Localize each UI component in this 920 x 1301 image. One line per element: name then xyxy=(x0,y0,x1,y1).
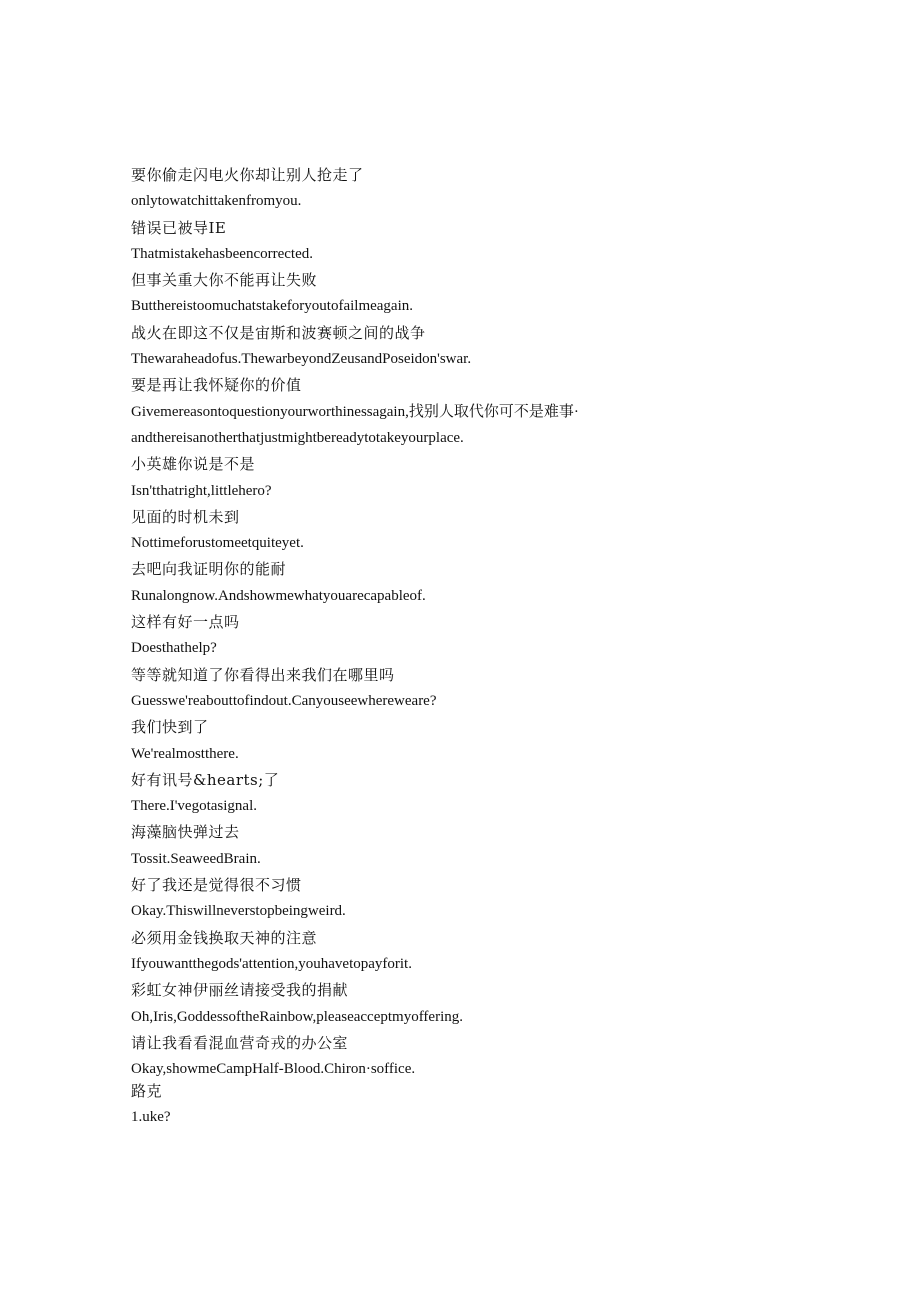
subtitle-line-en: onlytowatchittakenfromyou. xyxy=(131,193,302,210)
subtitle-line-zh: 好有讯号&hearts;了 xyxy=(131,770,280,789)
subtitle-line-zh: 这样有好一点吗 xyxy=(131,613,240,632)
subtitle-line-en: Isn'tthatright,littlehero? xyxy=(131,482,272,499)
subtitle-line-zh: 错误已被导IE xyxy=(131,218,227,237)
subtitle-line-en: Ifyouwantthegods'attention,youhavetopayforit. xyxy=(131,955,412,972)
subtitle-line-zh: 海藻脑快弹过去 xyxy=(131,823,240,842)
subtitle-line-en: Tossit.SeaweedBrain. xyxy=(131,850,261,867)
subtitle-line-en: Nottimeforustomeetquiteyet. xyxy=(131,535,304,552)
subtitle-line-en: We'realmostthere. xyxy=(131,745,239,762)
subtitle-line-en: Oh,Iris,GoddessoftheRainbow,pleaseacceptmyoffering. xyxy=(131,1008,463,1025)
subtitle-line-en: 1.uke? xyxy=(131,1109,171,1126)
subtitle-line-zh: 彩虹女神伊丽丝请接受我的捐献 xyxy=(131,981,349,1000)
subtitle-line-en: Thewaraheadofus.ThewarbeyondZeusandPoseidon'swar. xyxy=(131,351,472,368)
subtitle-line-en: Okay,showmeCampHalf-Blood.Chiron·soffice. xyxy=(131,1061,416,1078)
subtitle-line-zh: 战火在即这不仅是宙斯和波赛顿之间的战争 xyxy=(131,323,426,342)
subtitle-line-en: Givemereasontoquestionyourworthinessagain,找别人取代你可不是难事· xyxy=(131,403,579,420)
subtitle-line-en: Guesswe'reabouttofindout.Canyouseewhereweare? xyxy=(131,692,437,709)
subtitle-line-zh: 必须用金钱换取天神的注意 xyxy=(131,928,318,947)
subtitle-line-zh: 要你偷走闪电火你却让别人抢走了 xyxy=(131,166,364,184)
subtitle-transcript xyxy=(131,165,831,1134)
subtitle-line-zh: 去吧向我证明你的能耐 xyxy=(131,560,287,579)
subtitle-line-en: andthereisanotherthatjustmightbereadytotakeyourplace. xyxy=(131,429,464,446)
subtitle-line-en: Doesthathelp? xyxy=(131,640,217,657)
subtitle-line-zh: 我们快到了 xyxy=(131,718,209,737)
subtitle-line-en: Butthereistoomuchatstakeforyoutofailmeagain. xyxy=(131,298,413,315)
subtitle-line-en: There.I'vegotasignal. xyxy=(131,798,257,815)
subtitle-line-en: Runalongnow.Andshowmewhatyouarecapableof. xyxy=(131,587,426,604)
subtitle-line-zh: 好了我还是觉得很不习惯 xyxy=(131,876,302,895)
subtitle-line-zh: 要是再让我怀疑你的价值 xyxy=(131,376,302,395)
subtitle-line-zh: 等等就知道了你看得出来我们在哪里吗 xyxy=(131,665,395,684)
subtitle-line-zh: 请让我看看混血营奇戎的办公室 xyxy=(131,1033,349,1052)
subtitle-line-zh: 见面的时机未到 xyxy=(131,507,240,526)
subtitle-line-zh: 小英雄你说是不是 xyxy=(131,455,256,474)
subtitle-line-en: Okay.Thiswillneverstopbeingweird. xyxy=(131,903,346,920)
subtitle-line-zh: 路克 xyxy=(131,1082,163,1101)
subtitle-line-zh: 但事关重大你不能再让失败 xyxy=(131,271,318,290)
subtitle-line-en: Thatmistakehasbeencorrected. xyxy=(131,245,313,262)
